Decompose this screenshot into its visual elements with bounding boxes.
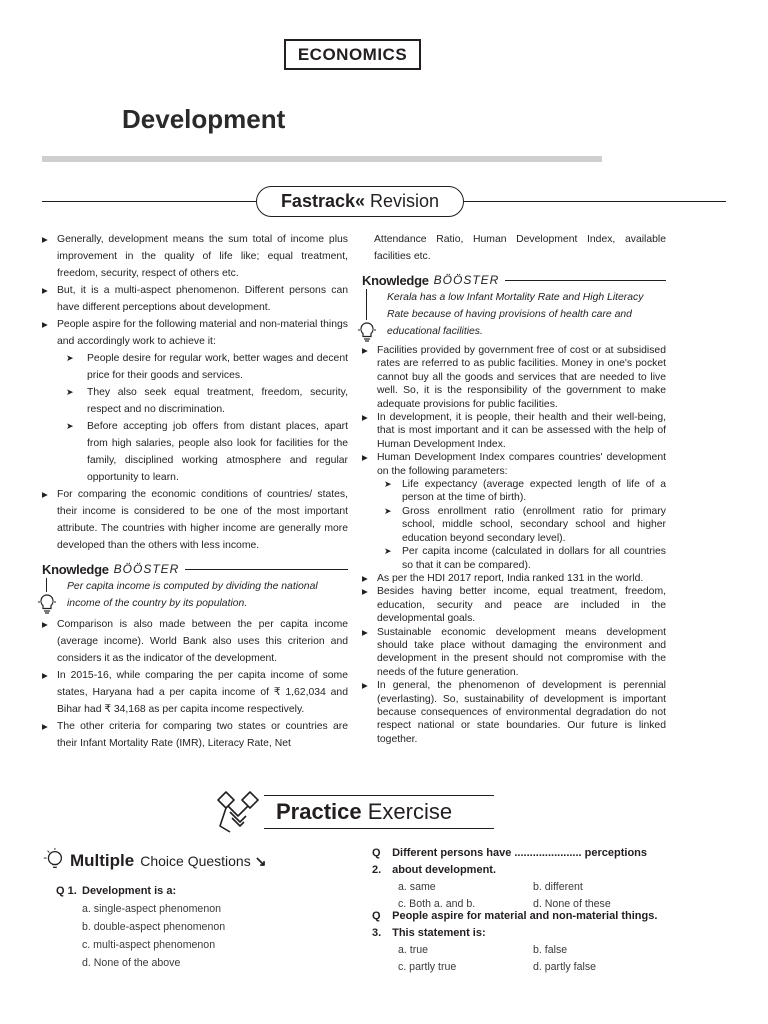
sub-point: ➤ Per capita income (calculated in dollars for all countries so that it can be compared). — [362, 545, 666, 572]
practice-exercise-title: Practice Exercise — [276, 799, 453, 824]
bullet-point: ▶ In general, the phenomenon of development is perennial (everlasting). So, sustainability of development is important because consequences of environmental degradation do not respect national or state boundaries. Our future is linked together. — [362, 679, 666, 746]
subject-heading: ECONOMICS — [284, 39, 421, 70]
arrow-down-right-icon: ↘ — [254, 852, 267, 869]
option: c. Both a. and b. — [398, 898, 476, 910]
options-list — [82, 900, 336, 972]
bullet-point: ▶ Sustainable economic development means development should take place without damaging the environment and development in the present should not compromise with the needs of the future generation. — [362, 626, 666, 680]
option: d. None of these — [533, 898, 611, 910]
bullet-point: ▶ Generally, development means the sum total of income plus improvement in the quality of life like; equal treatment, freedom, security, respect of others etc. — [42, 231, 348, 282]
option: b. double-aspect phenomenon — [82, 921, 226, 933]
bullet-point: ▶ Besides having better income, equal treatment, freedom, education, security and peace are included in the developmental goals. — [362, 585, 666, 625]
options-list — [398, 942, 672, 976]
right-column — [362, 231, 666, 746]
option: a. same — [398, 881, 436, 893]
bullet-point: ▶ As per the HDI 2017 report, India ranked 131 in the world. — [362, 572, 666, 585]
bullet-point: ▶ But, it is a multi-aspect phenomenon. Different persons can have different perceptions about development. — [42, 282, 348, 316]
knowledge-booster-heading: Knowledge BÖÖSTER — [362, 271, 666, 289]
sub-point: ➤ Before accepting job offers from distant places, apart from high salaries, people also look for facilities for the family, disciplined working atmosphere and regular opportunity to learn. — [42, 418, 348, 486]
fastrack-label: Fastrack« — [280, 191, 366, 211]
option: d. None of the above — [82, 957, 181, 969]
mcq-heading: Multiple Choice Questions ↘ — [42, 847, 266, 875]
left-column — [42, 231, 348, 752]
knowledge-booster-text: Kerala has a low Infant Mortality Rate and High Literacy Rate because of having provisions of health care and educational facilities. — [366, 289, 666, 340]
bulb-icon — [357, 320, 377, 344]
option: d. partly false — [533, 961, 597, 973]
knowledge-booster-text: Per capita income is computed by dividing the national income of the country by its population. — [46, 578, 348, 612]
question-3: Q 3. People aspire for material and non-material things. This statement is: a. true b. false c. partly true d. partly false — [372, 908, 672, 976]
handshake-icon — [212, 786, 264, 836]
practice-rule-bottom — [264, 828, 494, 829]
chapter-title: Development — [122, 104, 286, 134]
bulb-icon — [37, 592, 57, 616]
option: a. single-aspect phenomenon — [82, 903, 221, 915]
bullet-point: ▶ Facilities provided by government free of cost or at subsidised rates are referred to as public facilities. Money in one's pocket cannot buy all the goods and services that are needed to live well. So, it is the responsibility of the government to make adequate provisions for public facilities. — [362, 344, 666, 411]
option: b. different — [533, 881, 583, 893]
knowledge-booster — [362, 271, 666, 340]
sub-point: ➤ Life expectancy (average expected length of life of a person at the time of birth). — [362, 478, 666, 505]
bullet-point: ▶ Human Development Index compares countries' development on the following parameters: — [362, 451, 666, 478]
title-underline — [42, 156, 602, 162]
sub-point: ➤ Gross enrollment ratio (enrollment ratio for primary school, middle school, secondary school and higher education beyond secondary level). — [362, 505, 666, 545]
bullet-point: ▶ For comparing the economic conditions of countries/ states, their income is considered to be one of the most important attribute. The countries with higher income are generally more developed than the others with less income. — [42, 486, 348, 554]
question-1: Q 1. Development is a: a. single-aspect phenomenon b. double-aspect phenomenon c. multi-aspect phenomenon d. None of the above — [56, 883, 336, 972]
knowledge-booster — [42, 560, 348, 612]
revision-label: Revision — [370, 191, 440, 211]
bullet-point: ▶ The other criteria for comparing two states or countries are their Infant Mortality Rate (IMR), Literacy Rate, Net — [42, 718, 348, 752]
sub-point: ➤ They also seek equal treatment, freedom, security, respect and no discrimination. — [42, 384, 348, 418]
bullet-point: ▶ In development, it is people, their health and their well-being, that is most important and it can be assessed with the help of Human Development Index. — [362, 411, 666, 451]
question-2: Q 2. Different persons have ...................... perceptions about development. a. same b. different c. Both a. and b. d. None of these — [372, 845, 672, 913]
fastrack-revision-badge — [256, 186, 464, 217]
sub-point: ➤ People desire for regular work, better wages and decent price for their goods and services. — [42, 350, 348, 384]
knowledge-booster-heading: Knowledge BÖÖSTER — [42, 560, 348, 578]
option: a. true — [398, 944, 429, 956]
bullet-point: ▶ People aspire for the following material and non-material things and accordingly work to achieve it: — [42, 316, 348, 350]
practice-rule-top — [264, 795, 494, 796]
option: c. partly true — [398, 961, 457, 973]
option: b. false — [533, 944, 568, 956]
option: c. multi-aspect phenomenon — [82, 939, 216, 951]
continued-text: Attendance Ratio, Human Development Index, available facilities etc. — [374, 234, 666, 262]
bullet-point: ▶ In 2015-16, while comparing the per capita income of some states, Haryana had a per capita income of ₹ 1,62,034 and Bihar had ₹ 34,168 as per capita income respectively. — [42, 667, 348, 718]
bullet-point: ▶ Comparison is also made between the per capita income (average income). World Bank also uses this criterion and considers it as the indicator of the development. — [42, 616, 348, 667]
lightbulb-head-icon — [42, 847, 66, 876]
